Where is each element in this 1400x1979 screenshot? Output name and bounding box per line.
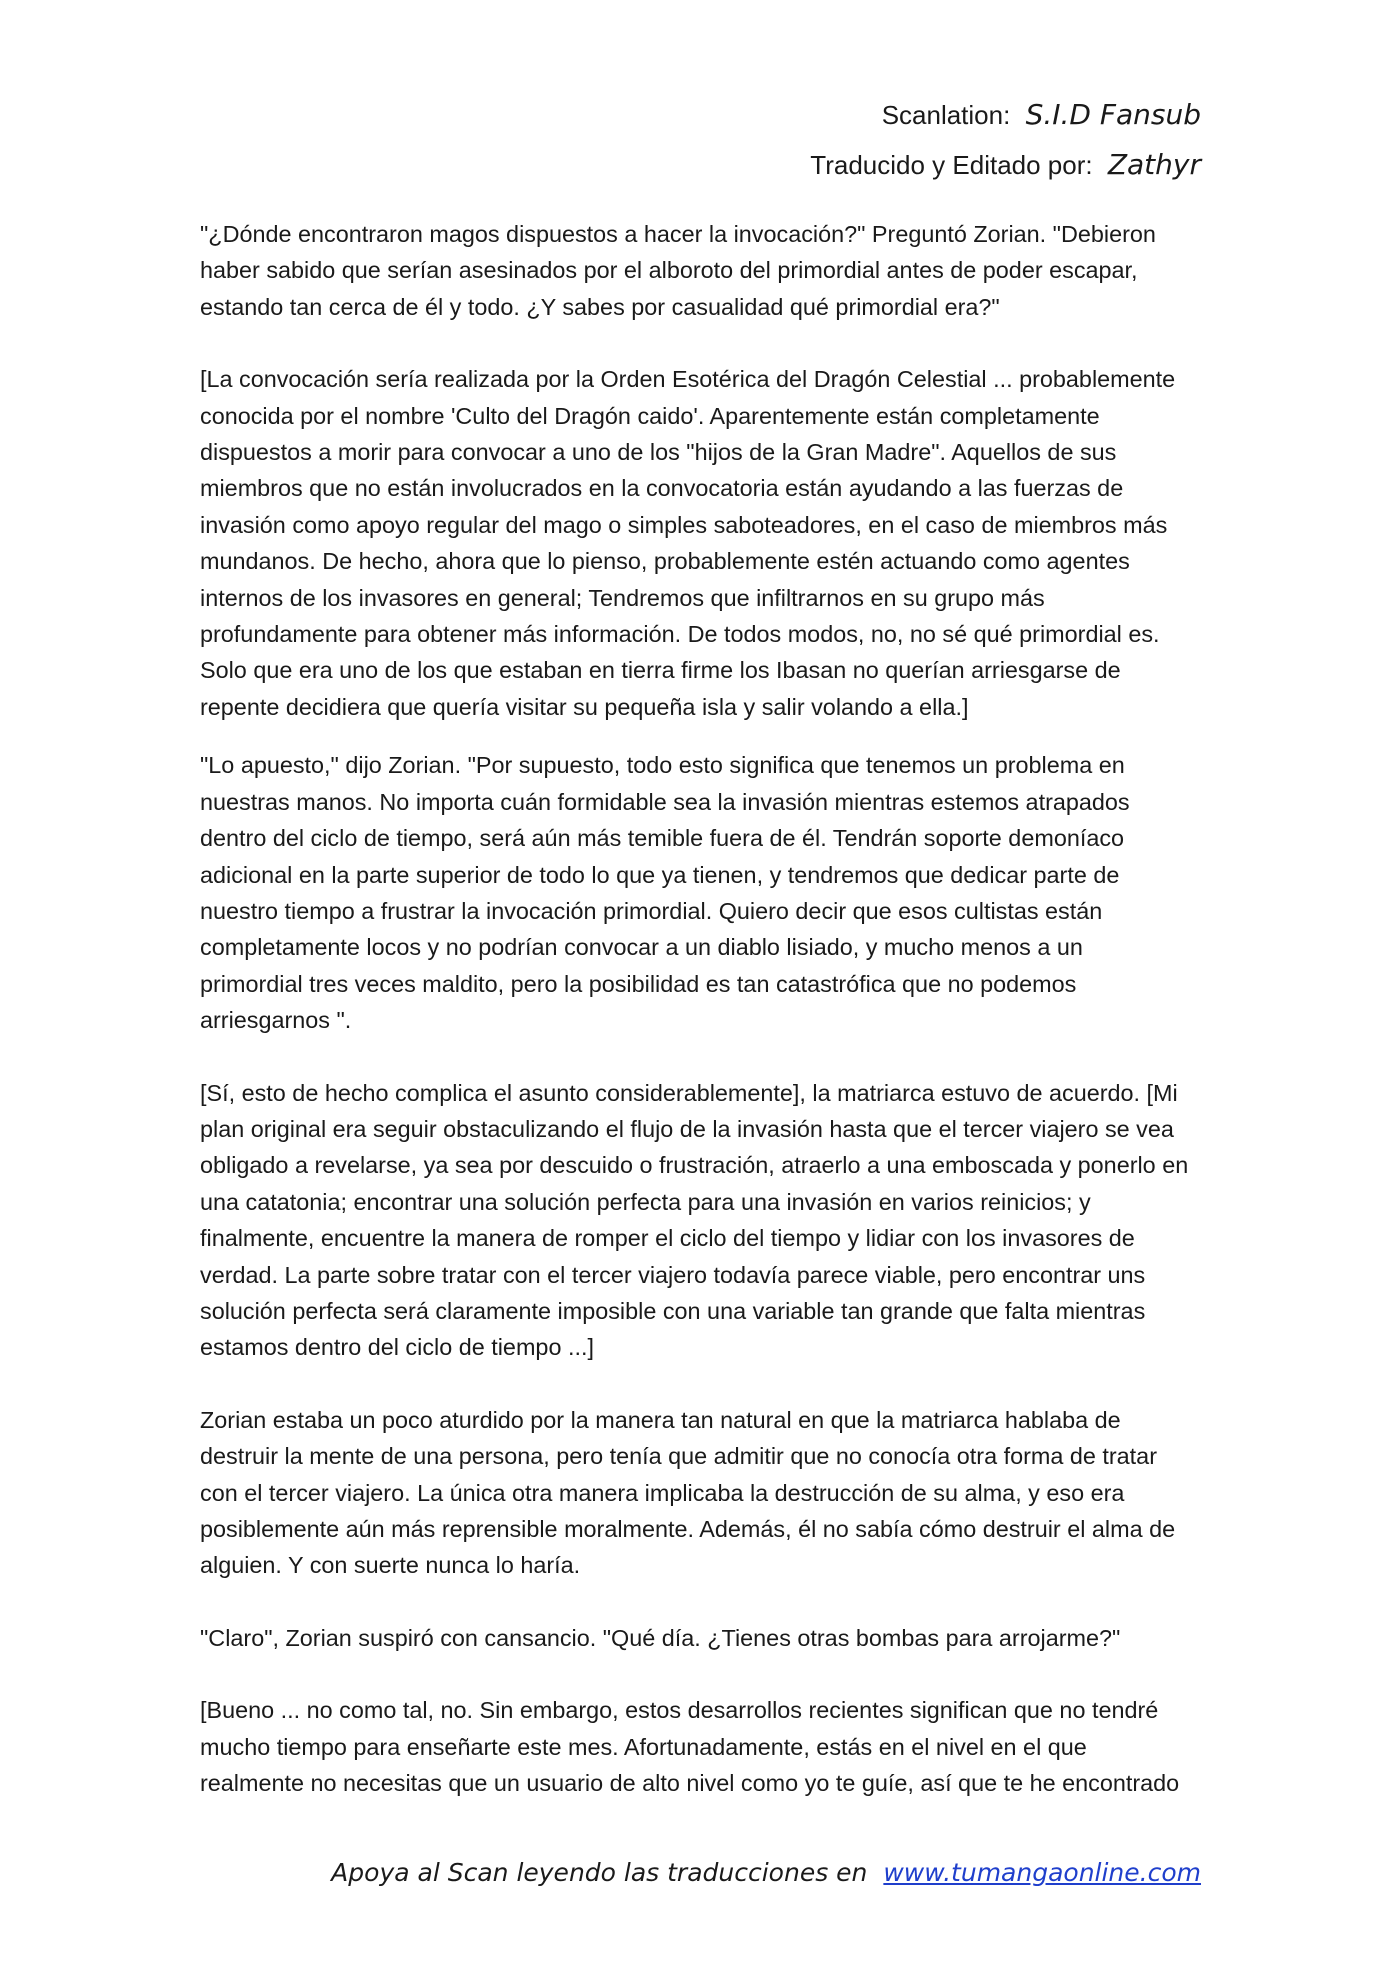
translator-label: Traducido y Editado por: [810, 150, 1093, 180]
paragraph [200, 216, 1202, 325]
text-line: completamente locos y no podrían convocar a un diablo lisiado, y mucho menos a un [200, 934, 1083, 961]
credits-header [810, 90, 1201, 190]
text-line: posiblemente aún más reprensible moralmente. Además, él no sabía cómo destruir el alma de [200, 1516, 1176, 1542]
translator-credit [810, 140, 1201, 190]
text-line: solución perfecta será claramente imposible con una variable tan grande que falta mientras [200, 1297, 1146, 1324]
paragraph [200, 1692, 1202, 1801]
scanlation-name: S.I.D Fansub [1025, 98, 1201, 131]
text-line: finalmente, encuentre la manera de romper el ciclo del tiempo y lidiar con los invasores de [200, 1225, 1135, 1252]
text-line: obligado a revelarse, ya sea por descuido o frustración, atraerlo a una emboscada y ponerlo en [200, 1152, 1189, 1179]
text-line: estando tan cerca de él y todo. ¿Y sabes por casualidad qué primordial era?" [200, 293, 1000, 320]
document-body [200, 216, 1202, 1801]
text-line: [Sí, esto de hecho complica el asunto considerablemente], la matriarca estuvo de acuerdo. [Mi [200, 1079, 1178, 1106]
text-line: Solo que era uno de los que estaban en tierra firme los Ibasan no querían arriesgarse de [200, 657, 1121, 684]
text-line: verdad. La parte sobre tratar con el tercer viajero todavía parece viable, pero encontrar uns [200, 1261, 1146, 1288]
text-line: alguien. Y con suerte nunca lo haría. [200, 1552, 581, 1579]
text-line: repente decidiera que quería visitar su pequeña isla y salir volando a ella.] [200, 693, 969, 720]
text-line: invasión como apoyo regular del mago o simples saboteadores, en el caso de miembros más [200, 511, 1168, 538]
paragraph [200, 361, 1202, 725]
paragraph [200, 1075, 1202, 1366]
paragraph [200, 747, 1202, 1038]
text-line: mucho tiempo para enseñarte este mes. Afortunadamente, estás en el nivel en el que [200, 1733, 1087, 1760]
text-line: dentro del ciclo de tiempo, será aún más temible fuera de él. Tendrán soporte demoníaco [200, 825, 1125, 852]
text-line: "¿Dónde encontraron magos dispuestos a hacer la invocación?" Preguntó Zorian. "Debieron [200, 221, 1156, 247]
text-line: una catatonia; encontrar una solución perfecta para una invasión en varios reinicios; y [200, 1188, 1091, 1215]
scanlation-label: Scanlation: [881, 100, 1011, 130]
text-line: primordial tres veces maldito, pero la posibilidad es tan catastrófica que no podemos [200, 970, 1077, 997]
text-line: nuestras manos. No importa cuán formidable sea la invasión mientras estemos atrapados [200, 788, 1130, 815]
text-line: conocida por el nombre 'Culto del Dragón caido'. Aparentemente están completamente [200, 402, 1100, 429]
text-line: haber sabido que serían asesinados por el alboroto del primordial antes de poder escapar, [200, 257, 1138, 284]
text-line: "Claro", Zorian suspiró con cansancio. "Qué día. ¿Tienes otras bombas para arrojarme?" [200, 1624, 1121, 1651]
text-line: dispuestos a morir para convocar a uno de los "hijos de la Gran Madre". Aquellos de sus [200, 439, 1117, 466]
text-line: Zorian estaba un poco aturdido por la manera tan natural en que la matriarca hablaba de [200, 1406, 1121, 1433]
paragraph [200, 1620, 1202, 1656]
text-line: estamos dentro del ciclo de tiempo ...] [200, 1334, 594, 1361]
text-line: [La convocación sería realizada por la Orden Esotérica del Dragón Celestial ... probablemente [200, 366, 1176, 393]
text-line: mundanos. De hecho, ahora que lo pienso, probablemente estén actuando como agentes [200, 548, 1130, 575]
text-line: nuestro tiempo a frustrar la invocación primordial. Quiero decir que esos cultistas están [200, 897, 1103, 924]
text-line: miembros que no están involucrados en la convocatoria están ayudando a las fuerzas de [200, 475, 1124, 502]
paragraph [200, 1402, 1202, 1584]
text-line: destruir la mente de una persona, pero tenía que admitir que no conocía otra forma de tratar [200, 1443, 1157, 1470]
footer-text: Apoya al Scan leyendo las traducciones en [331, 1858, 868, 1887]
text-line: [Bueno ... no como tal, no. Sin embargo, estos desarrollos recientes significan que no tendré [200, 1697, 1159, 1724]
text-line: realmente no necesitas que un usuario de alto nivel como yo te guíe, así que te he encontrado [200, 1770, 1180, 1797]
text-line: arriesgarnos ". [200, 1007, 352, 1034]
translator-name: Zathyr [1107, 148, 1201, 181]
text-line: plan original era seguir obstaculizando el flujo de la invasión hasta que el tercer viajero se vea [200, 1115, 1174, 1142]
text-line: con el tercer viajero. La única otra manera implicaba la destrucción de su alma, y eso era [200, 1479, 1125, 1506]
footer-support-note [331, 1858, 1201, 1887]
footer-link[interactable]: www.tumangaonline.com [883, 1858, 1201, 1887]
text-line: "Lo apuesto," dijo Zorian. "Por supuesto, todo esto significa que tenemos un problema en [200, 752, 1125, 779]
text-line: internos de los invasores en general; Tendremos que infiltrarnos en su grupo más [200, 584, 1045, 611]
scanlation-credit [810, 90, 1201, 140]
text-line: profundamente para obtener más información. De todos modos, no, no sé qué primordial es. [200, 621, 1160, 648]
text-line: adicional en la parte superior de todo lo que ya tienen, y tendremos que dedicar parte de [200, 861, 1120, 888]
